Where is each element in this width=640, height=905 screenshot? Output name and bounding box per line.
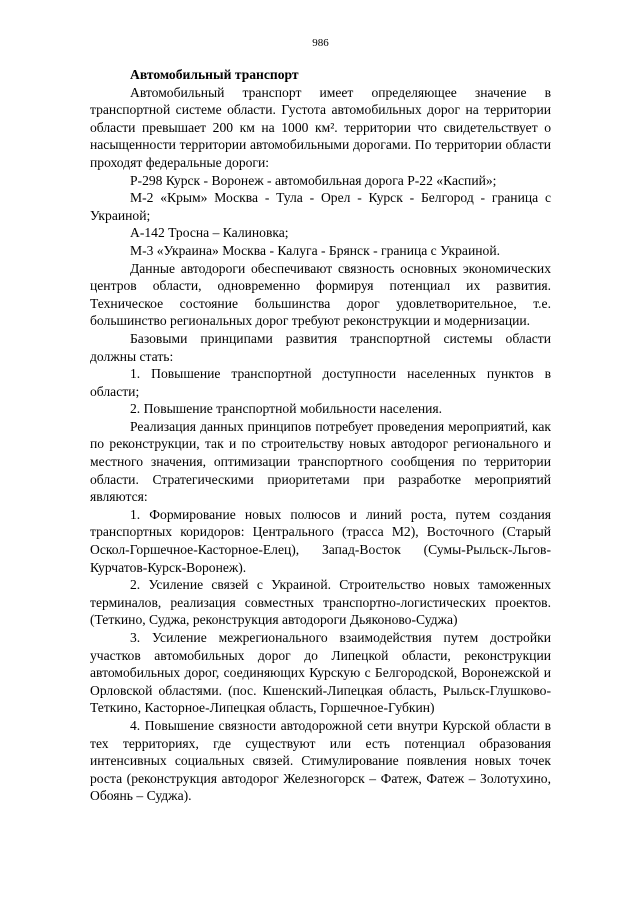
road-item: М-3 «Украина» Москва - Калуга - Брянск - граница с Украиной. — [130, 242, 500, 258]
road-item: М-2 «Крым» Москва - Тула - Орел - Курск - Белгород - граница с Украиной; — [90, 190, 551, 223]
document-page — [90, 36, 551, 805]
paragraph: Автомобильный транспорт имеет определяющее значение в транспортной системе области. Густота автомобильных дорог на территории области превышает 200 км на 1000 км². территории что свидетельствует о насыщенности территории автомобильными дорогами. По территории области проходят федеральные дороги: — [90, 84, 551, 170]
priority-item: 3. Усиление межрегионального взаимодействия путем достройки участков автомобильных дорог до Липецкой области, реконструкции автомобильных дорог, соединяющих Курскую с Белгородской, Воронежской и Орловской областями. (пос. Кшенский-Липецкая область, Рыльск-Глушково-Теткино, Касторное-Липецкая область, Горшечное-Губкин) — [90, 630, 551, 716]
page-number: 986 — [312, 37, 329, 49]
road-item: Р-298 Курск - Воронеж - автомобильная дорога Р-22 «Каспий»; — [130, 172, 497, 188]
paragraph: Данные автодороги обеспечивают связность основных экономических центров области, одновременно формируя потенциал их развития. Техническое состояние большинства дорог удовлетворительное, т.е. большинство региональных дорог требуют реконструкции и модернизации. — [90, 260, 551, 329]
paragraph: Базовыми принципами развития транспортной системы области должны стать: — [90, 330, 551, 364]
paragraph: Реализация данных принципов потребует проведения мероприятий, как по реконструкции, так и по строительству новых автодорог регионального и местного значения, оптимизации транспортного сообщения по территории области. Стратегическими приоритетами при разработке мероприятий являются: — [90, 418, 551, 505]
priority-item: 1. Формирование новых полюсов и линий роста, путем создания транспортных коридоров: Центрального (трасса М2), Восточного (Старый Оскол-Горшечное-Касторное-Елец), Запад-Восток (Сумы-Рыльск-Льгов-Курчатов-Курск-Воронеж). — [90, 506, 551, 575]
principle-item: 2. Повышение транспортной мобильности населения. — [130, 401, 443, 417]
priority-item: 2. Усиление связей с Украиной. Строительство новых таможенных терминалов, реализация совместных транспортно-логистических проектов. (Теткино, Суджа, реконструкция автодороги Дьяконово-Суджа) — [90, 577, 551, 628]
priority-item: 4. Повышение связности автодорожной сети внутри Курской области в тех территориях, где существуют или есть потенциал образования интенсивных социальных связей. Стимулирование появления новых точек роста (реконструкция автодорог Железногорск – Фатеж, Фатеж – Золотухино, Обоянь – Суджа). — [90, 717, 551, 804]
section-title: Автомобильный транспорт — [130, 67, 299, 82]
road-item: А-142 Тросна – Калиновка; — [130, 225, 289, 241]
principle-item: 1. Повышение транспортной доступности населенных пунктов в области; — [90, 366, 551, 399]
